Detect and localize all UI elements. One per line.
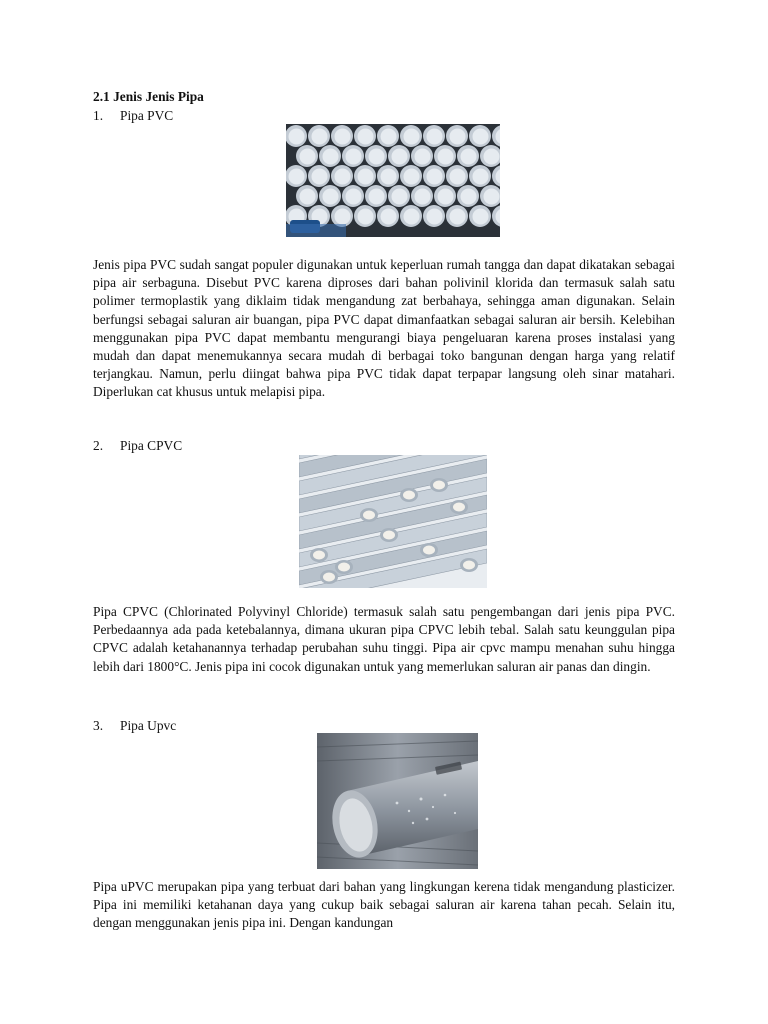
upvc-pipe-photo <box>317 733 478 869</box>
item-label: Pipa CPVC <box>120 438 183 453</box>
cpvc-pipes-photo <box>299 455 487 588</box>
item-number: 3. <box>93 718 104 733</box>
item-label: Pipa PVC <box>120 108 174 123</box>
item-number: 2. <box>93 438 104 453</box>
paragraph-block-pvc <box>93 256 675 402</box>
paragraph-pvc: Jenis pipa PVC sudah sangat populer digunakan untuk keperluan rumah tangga dan dapat dikatakan sebagai pipa air serbaguna. Disebut PVC karena diproses dari bahan polivinil klorida dan termasuk salah satu polimer termoplastik yang diklaim tidak mengandung zat berbahaya, sehingga aman digunakan. Selain berfungsi sebagai saluran air buangan, pipa PVC dapat dimanfaatkan sebagai saluran air bersih. Kelebihan menggunakan pipa PVC dapat membantu mengurangi biaya pengeluaran karena proses instalasi yang mudah dan dapat menemukannya secara mudah di berbagai toko bangunan dengan harga yang relatif terjangkau. Namun, perlu diingat bahwa pipa PVC tidak dapat terpapar langsung oleh sinar matahari. Diperlukan cat khusus untuk melapisi pipa. <box>93 257 675 400</box>
paragraph-cpvc: Pipa CPVC (Chlorinated Polyvinyl Chloride) termasuk salah satu pengembangan dari jenis pipa PVC. Perbedaannya ada pada ketebalannya, dimana ukuran pipa CPVC lebih tebal. Salah satu keunggulan pipa CPVC adalah ketahanannya terhadap perubahan suhu tinggi. Pipa air cpvc mampu menahan suhu hingga lebih dari 1800°C. Jenis pipa ini cocok digunakan untuk yang memerlukan saluran air panas dan dingin. <box>93 604 675 674</box>
item-title-pvc <box>93 106 675 125</box>
paragraph-block-cpvc <box>93 603 675 676</box>
pvc-pipes-photo <box>286 124 500 237</box>
document-page <box>93 87 675 125</box>
item-label: Pipa Upvc <box>120 718 177 733</box>
item-block-cpvc <box>93 436 675 455</box>
item-number: 1. <box>93 108 104 123</box>
item-title-cpvc <box>93 436 675 455</box>
section-heading: 2.1 Jenis Jenis Pipa <box>93 89 204 104</box>
paragraph-block-upvc <box>93 878 675 933</box>
paragraph-upvc: Pipa uPVC merupakan pipa yang terbuat dari bahan yang lingkungan kerena tidak mengandung plasticizer. Pipa ini memiliki ketahanan daya yang cukup baik sebagai saluran air karena tahan pecah. Selain itu, dengan menggunakan jenis pipa ini. Dengan kandungan <box>93 879 675 931</box>
